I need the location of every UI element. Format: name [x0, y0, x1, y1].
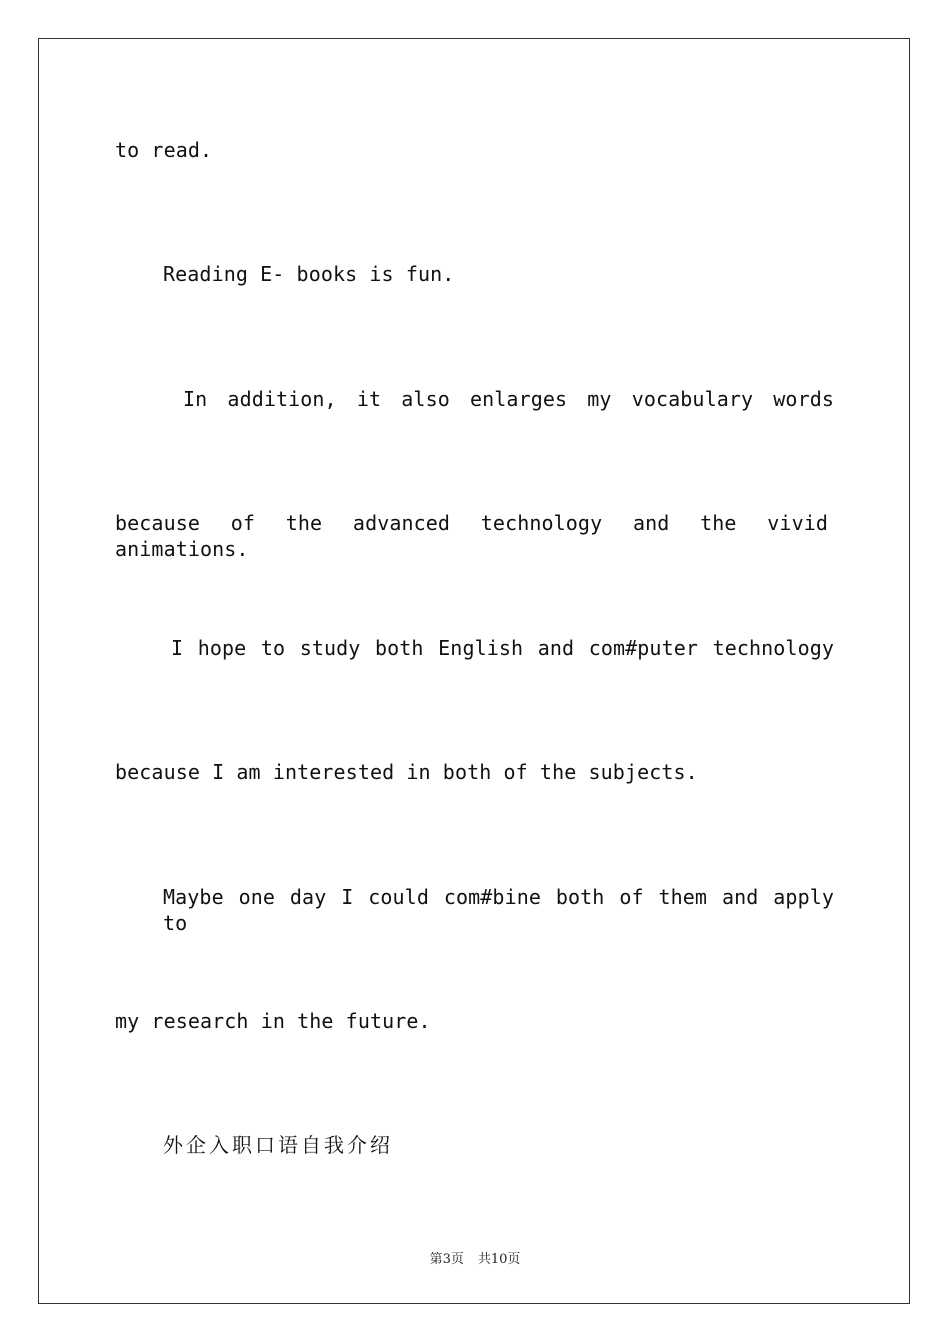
page-footer	[0, 1248, 950, 1267]
text-line: In addition, it also enlarges my vocabulary words	[183, 387, 834, 411]
page-total: 共10页	[477, 1252, 521, 1267]
text-line: I hope to study both English and com#puter technology	[171, 636, 834, 660]
section-heading: 外企入职口语自我介绍	[163, 1133, 393, 1157]
text-line: Maybe one day I could com#bine both of them and apply to	[163, 885, 834, 935]
text-line: my research in the future.	[115, 1009, 431, 1033]
page-border	[38, 38, 910, 1304]
text-line: to read.	[115, 138, 213, 162]
text-line: because I am interested in both of the subjects.	[115, 760, 698, 784]
text-line: because of the advanced technology and the vivid animations.	[115, 511, 828, 561]
page-number: 第3页	[429, 1252, 464, 1267]
text-line: Reading E- books is fun.	[163, 262, 455, 286]
